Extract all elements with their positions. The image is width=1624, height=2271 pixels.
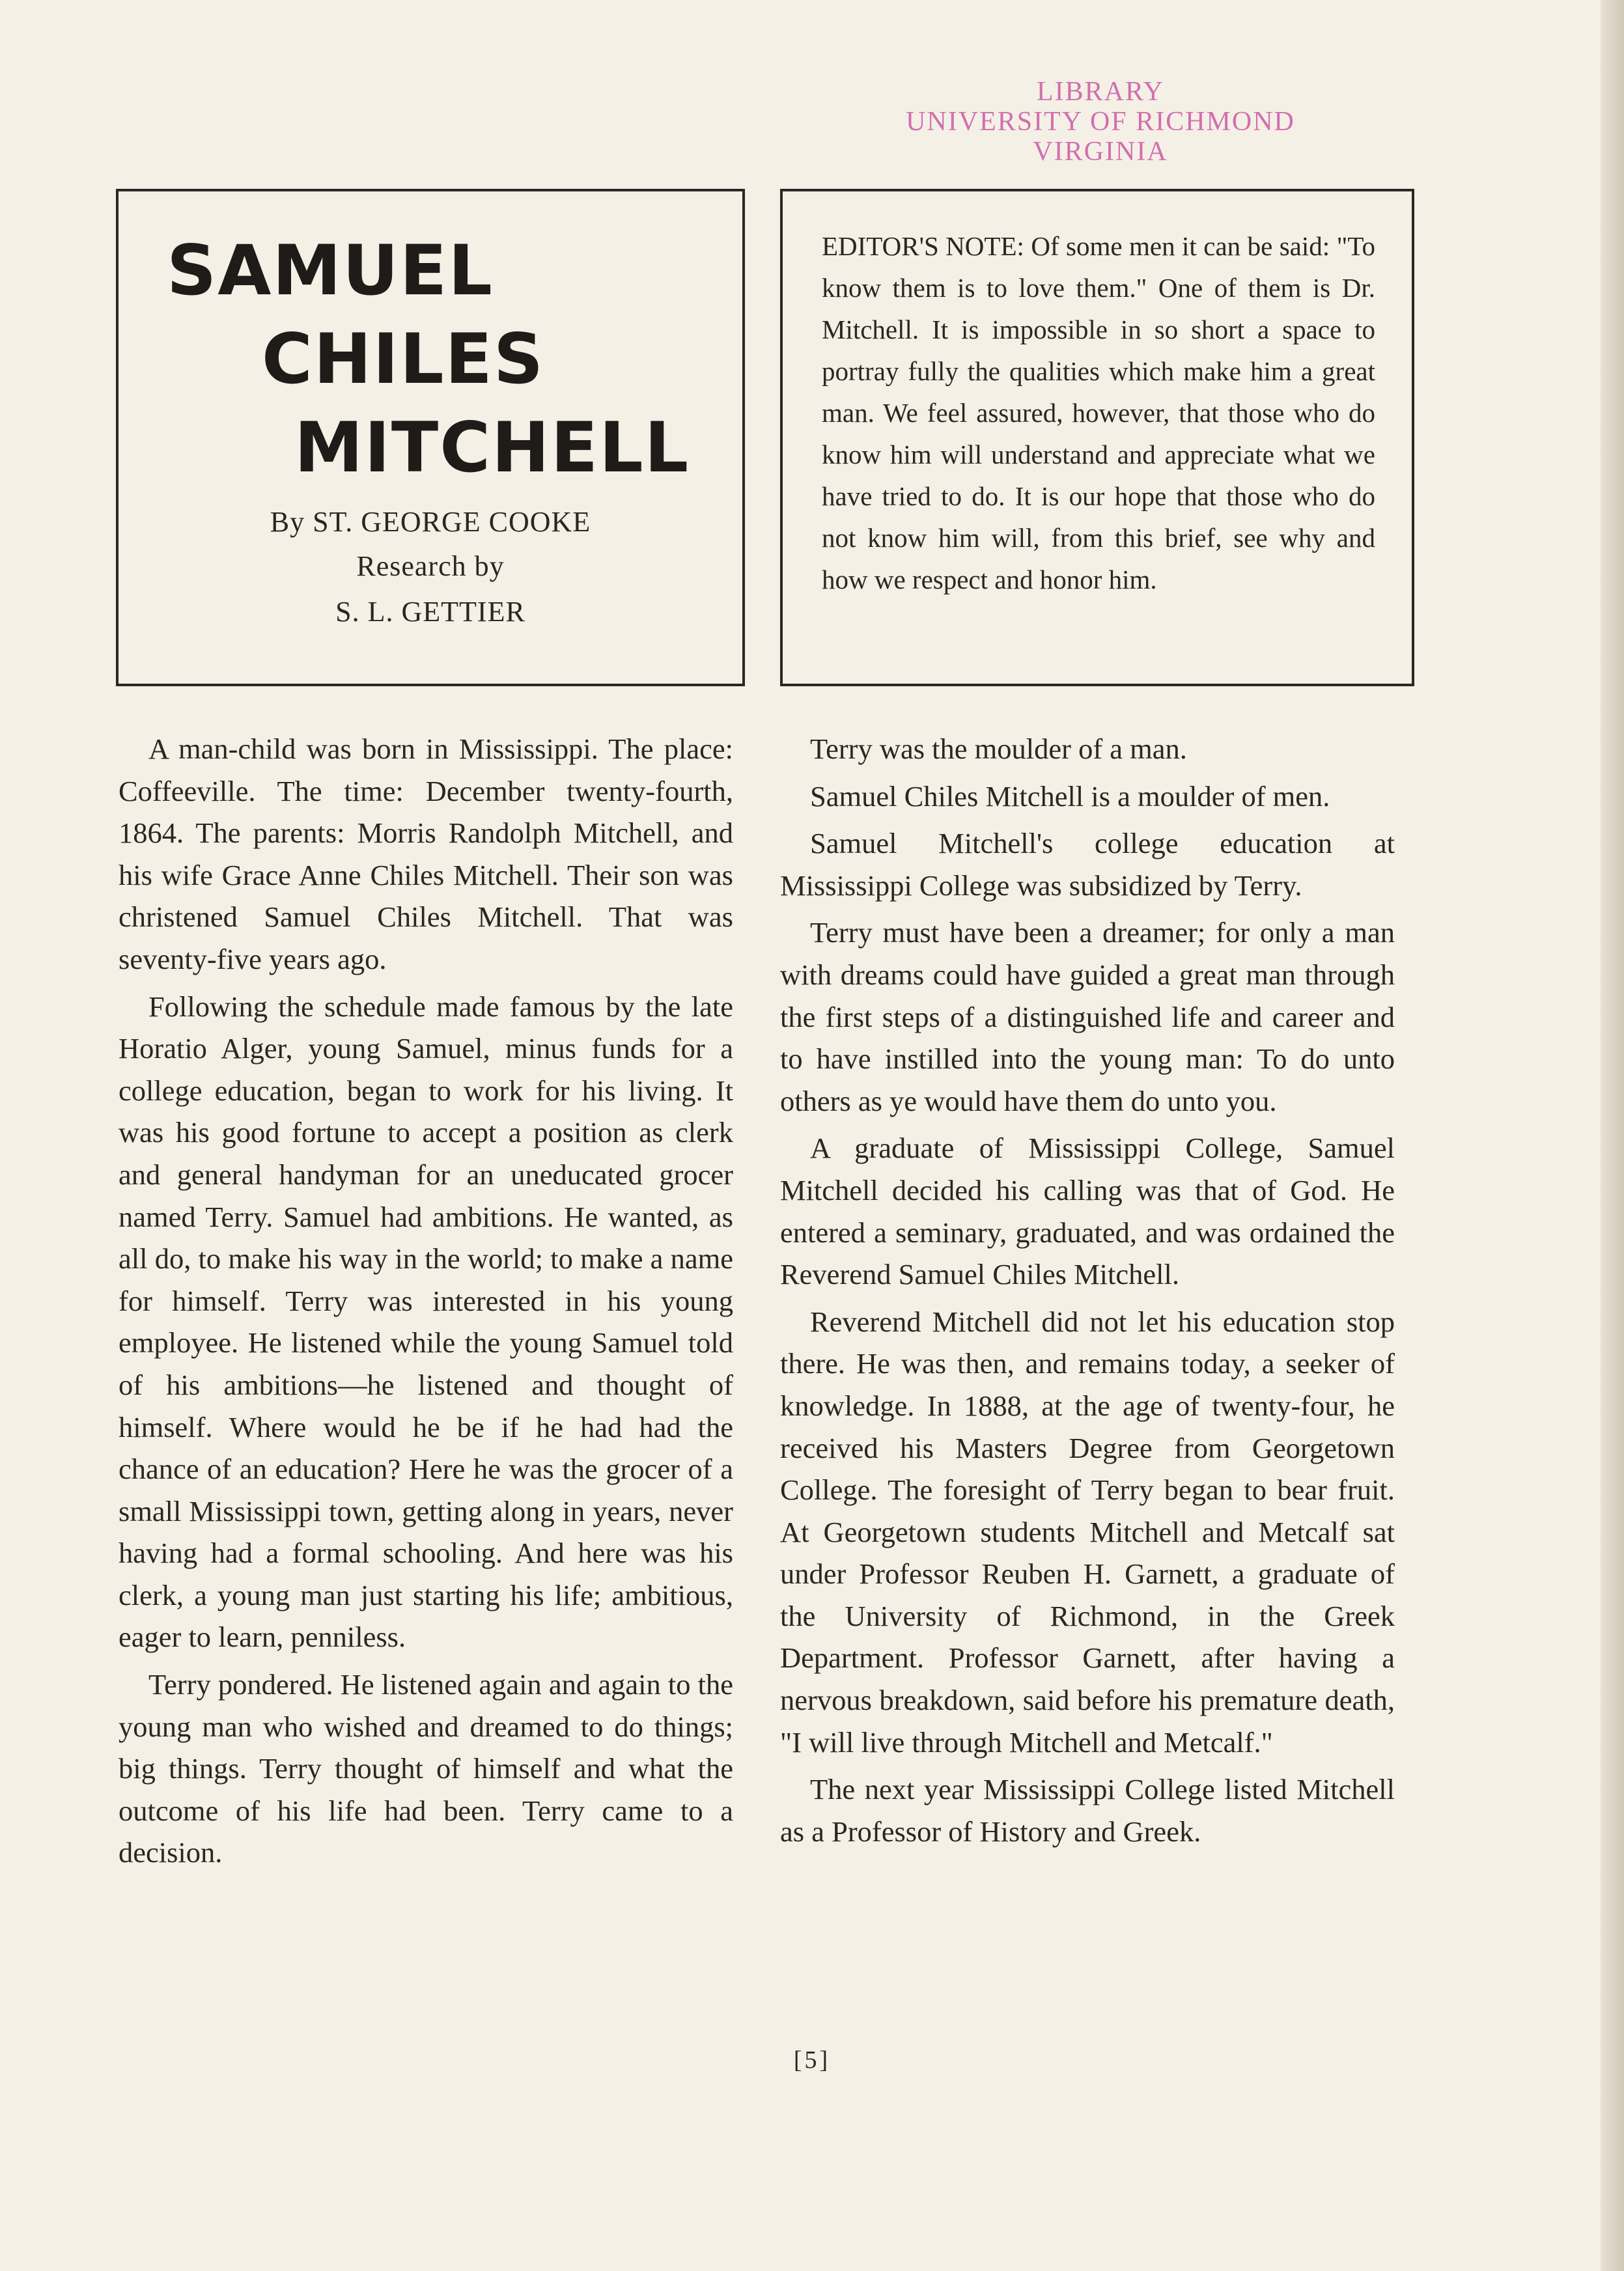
page-number: [5]	[793, 2046, 831, 2074]
researcher-name: S. L. GETTIER	[335, 596, 525, 628]
title-line-1: SAMUEL	[167, 230, 494, 311]
paragraph: Terry must have been a dreamer; for only a man with dreams could have guided a great man through the first steps of a distinguished life and career and to have instilled into the young man: To do unto others as ye would have them do unto you.	[780, 916, 1395, 1117]
paragraph: A graduate of Mississippi College, Samuel Mitchell decided his calling was that of God. He entered a seminary, graduated, and was ordained the Reverend Samuel Chiles Mitchell.	[780, 1132, 1395, 1291]
left-column	[119, 728, 733, 1874]
stamp-line-virginia: VIRGINIA	[1033, 137, 1168, 167]
paragraph: A man-child was born in Mississippi. The place: Coffeeville. The time: December twenty-fourth, 1864. The parents: Morris Randolph Mitchell, and his wife Grace Anne Chiles Mitchell. Their son was christened Samuel Chiles Mitchell. That was seventy-five years ago.	[119, 732, 733, 975]
paragraph: Following the schedule made famous by the late Horatio Alger, young Samuel, minus funds for a college education, began to work for his living. It was his good fortune to accept a position as clerk and general handyman for an uneducated grocer named Terry. Samuel had ambitions. He wanted, as all do, to make his way in the world; to make a name for himself. Terry was interested in his young employee. He listened while the young Samuel told of his ambitions—he listened and thought of himself. Where would he be if he had had the chance of an education? Here he was the grocer of a small Mississippi town, getting along in years, never having had a formal schooling. And here was his clerk, a young man just starting his life; ambitious, eager to learn, penniless.	[119, 990, 733, 1654]
paragraph: Terry pondered. He listened again and again to the young man who wished and dreamed to do things; big things. Terry thought of himself and what the outcome of his life had been. Terry came to a decision.	[119, 1668, 733, 1869]
editors-note-label: EDITOR'S NOTE:	[822, 231, 1024, 261]
paragraph: Samuel Mitchell's college education at Mississippi College was subsidized by Terry.	[780, 827, 1395, 902]
stamp-line-university: UNIVERSITY OF RICHMOND	[906, 107, 1295, 137]
editors-note-box	[780, 189, 1414, 686]
research-label: Research by	[356, 550, 505, 582]
title-line-2: CHILES	[262, 319, 545, 399]
stamp-line-library: LIBRARY	[1036, 77, 1165, 107]
paragraph: Samuel Chiles Mitchell is a moulder of men.	[810, 779, 1330, 813]
page-edge	[1601, 0, 1624, 2271]
editors-note	[822, 225, 1375, 600]
library-stamp	[847, 77, 1354, 167]
editors-note-text: Of some men it can be said: "To know them is to love them." One of them is Dr. Mitchell. It is impossible in so short a space to portray fully the qualities which make him a great man. We feel assured, however, that those who do know him will understand and appreciate what we have tried to do. It is our hope that those who do not know him will, from this brief, see why and how we respect and honor him.	[822, 231, 1376, 594]
paragraph: The next year Mississippi College listed Mitchell as a Professor of History and Greek.	[780, 1773, 1395, 1848]
right-column	[780, 728, 1395, 1852]
title-box	[116, 189, 745, 686]
paragraph: Terry was the moulder of a man.	[810, 732, 1187, 765]
paragraph: Reverend Mitchell did not let his education stop there. He was then, and remains today, a seeker of knowledge. In 1888, at the age of twenty-four, he received his Masters Degree from Georgetown College. The foresight of Terry began to bear fruit. At Georgetown students Mitchell and Metcalf sat under Professor Reuben H. Garnett, a graduate of the University of Richmond, in the Greek Department. Professor Garnett, after having a nervous breakdown, said before his premature death, "I will live through Mitchell and Metcalf."	[780, 1305, 1395, 1759]
title-line-3: MITCHELL	[294, 408, 690, 488]
author-byline: By ST. GEORGE COOKE	[270, 506, 591, 538]
